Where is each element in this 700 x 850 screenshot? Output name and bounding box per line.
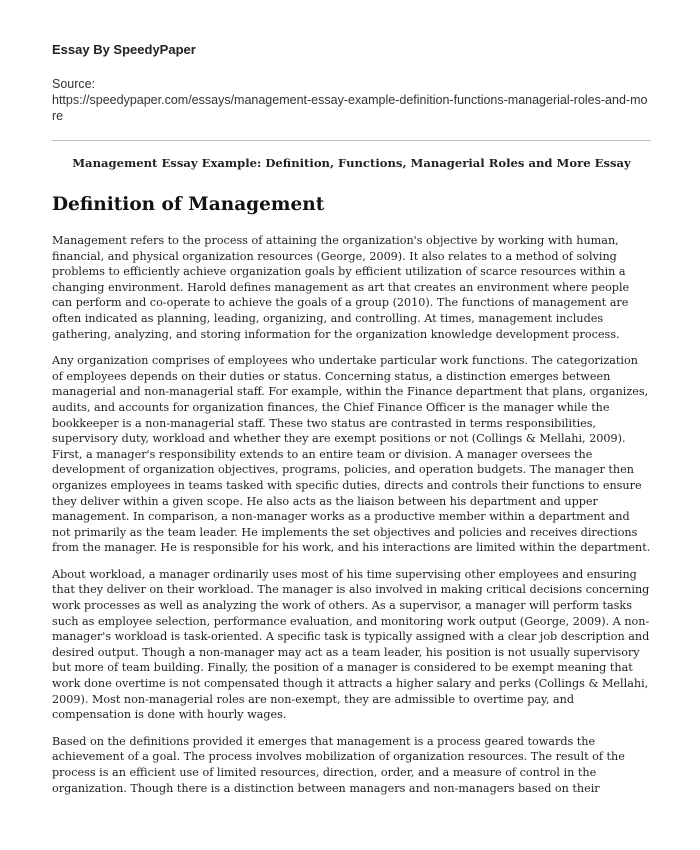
- source-label: Source:: [52, 77, 96, 91]
- paragraph-4: Based on the definitions provided it emerges that management is a process geared towards the achievement of a goal. The process involves mobilization of organization resources. The result of the process is an efficient use of limited resources, direction, order, and a measure of control in the organization. Though there is a distinction between managers and non-managers based on their: [52, 734, 625, 795]
- section-heading: Definition of Management: [52, 194, 325, 215]
- essay-title: Management Essay Example: Definition, Functions, Managerial Roles and More Essay: [72, 156, 631, 170]
- paragraph-2: Any organization comprises of employees who undertake particular work functions. The categorization of employees depends on their duties or status. Concerning status, a distinction emerges between managerial and non-managerial staff. For example, within the Finance department that plans, organizes, audits, and accounts for organization finances, the Chief Finance Officer is the manager while the bookkeeper is a non-managerial staff. These two status are contrasted in terms responsibilities, supervisory duty, workload and whether they are exempt positions or not (Collings & Mellahi, 2009). First, a manager's responsibility extends to an entire team or division. A manager oversees the development of organization objectives, programs, policies, and operation budgets. The manager then organizes employees in teams tasked with specific duties, directs and controls their functions to ensure they deliver within a given scope. He also acts as the liaison between his department and upper management. In comparison, a non-manager works as a productive member within a department and not primarily as the team leader. He implements the set objectives and policies and receives directions from the manager. He is responsible for his work, and his interactions are limited within the department.: [52, 354, 651, 555]
- paragraph-3: About workload, a manager ordinarily uses most of his time supervising other employees and ensuring that they deliver on their workload. The manager is also involved in making critical decisions concerning work processes as well as analyzing the work of others. As a supervisor, a manager will perform tasks such as employee selection, performance evaluation, and monitoring work output (George, 2009). A non-manager's workload is task-oriented. A specific task is typically assigned with a clear job description and desired output. Though a non-manager may act as a team leader, his position is not usually supervisory but more of team building. Finally, the position of a manager is considered to be exempt meaning that work done overtime is not compensated though it attracts a higher salary and perks (Collings & Mellahi, 2009). Most non-managerial roles are non-exempt, they are admissible to overtime pay, and compensation is done with hourly wages.: [52, 567, 650, 722]
- header-title: Essay By SpeedyPaper: [52, 42, 196, 57]
- header-divider: [52, 140, 651, 141]
- source-url: https://speedypaper.com/essays/management-essay-example-definition-functions-managerial-roles-and-more: [52, 93, 648, 123]
- paragraph-1: Management refers to the process of attaining the organization's objective by working with human, financial, and physical organization resources (George, 2009). It also relates to a method of solving problems to efficiently achieve organization goals by efficient utilization of scarce resources within a changing environment. Harold defines management as art that creates an environment where people can perform and co-operate to achieve the goals of a group (2010). The functions of management are often indicated as planning, leading, organizing, and controlling. At times, management includes gathering, analyzing, and storing information for the organization knowledge development process.: [52, 234, 630, 341]
- document-page: [52, 42, 651, 807]
